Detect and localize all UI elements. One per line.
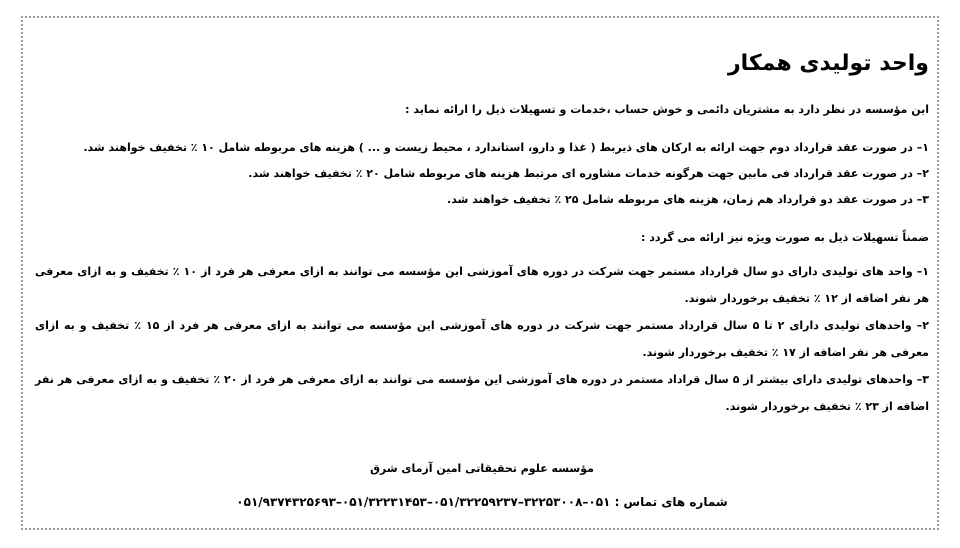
document-frame (21, 16, 939, 530)
document-content (35, 18, 929, 528)
organization-name: مؤسسه علوم تحقیقاتی امین آزمای شرق (370, 462, 594, 475)
special-facilities-heading: ضمناً تسهیلات ذیل به صورت ویژه نیز ارائه می گردد : (640, 231, 929, 244)
contact-phone-numbers: شماره های تماس : ۰۵۱–۳۲۲۵۳۰۰۸–۰۵۱/۳۲۲۵۹۲۳۷–۰۵۱/۳۲۲۳۱۴۵۳–۰۵۱/۹۳۷۴۳۲۵۶۹۳ (236, 495, 728, 509)
facility-item-2: ۲– واحدهای تولیدی دارای ۲ تا ۵ سال قرارداد مستمر جهت شرکت در دوره های آموزشی این مؤسسه می توانند به ازای معرفی هر فرد از ۱۵ ٪ تخفیف و به ازای معرفی هر نفر اضافه از ۱۷ ٪ تخفیف برخوردار شوند. (35, 319, 929, 359)
document-title: واحد تولیدی همکار (728, 51, 929, 76)
discount-item-3: ۳– در صورت عقد دو قرارداد هم زمان، هزینه های مربوطه شامل ۲۵ ٪ تخفیف خواهند شد. (447, 193, 929, 206)
discount-item-2: ۲– در صورت عقد قرارداد فی مابین جهت هرگونه خدمات مشاوره ای مرتبط هزینه های مربوطه شامل ۲۰ ٪ تخفیف خواهند شد. (248, 167, 929, 180)
facility-item-3: ۳– واحدهای تولیدی دارای بیشتر از ۵ سال قراداد مستمر در دوره های آموزشی این مؤسسه می توانند به ازای معرفی هر فرد از ۲۰ ٪ تخفیف و به ازای معرفی هر نفر اضافه از ۲۳ ٪ تخفیف برخوردار شوند. (35, 373, 929, 413)
discount-item-1: ۱– در صورت عقد قرارداد دوم جهت ارائه به ارکان های ذیربط ( غذا و دارو، استاندارد ، محیط زیست و ... ) هزینه های مربوطه شامل ۱۰ ٪ تخفیف خواهند شد. (83, 141, 929, 154)
facility-item-1: ۱– واحد های تولیدی دارای دو سال قرارداد مستمر جهت شرکت در دوره های آموزشی این مؤسسه می توانند به ازای معرفی هر فرد از ۱۰ ٪ تخفیف و به ازای معرفی هر نفر اضافه از ۱۲ ٪ تخفیف برخوردار شوند. (35, 265, 930, 305)
intro-text: این مؤسسه در نظر دارد به مشتریان دائمی و خوش حساب ،خدمات و تسهیلات ذیل را ارائه نماید : (405, 103, 929, 116)
